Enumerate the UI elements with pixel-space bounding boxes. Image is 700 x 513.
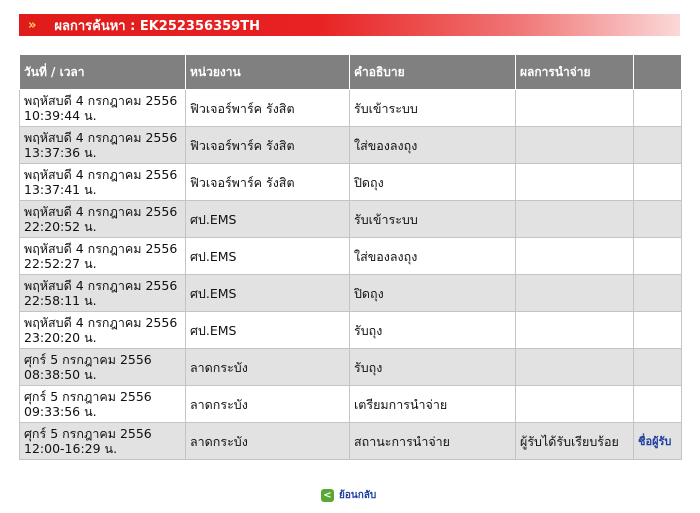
col-header-action xyxy=(634,55,682,90)
cell-office: ศป.EMS xyxy=(186,275,350,312)
cell-office: ศป.EMS xyxy=(186,312,350,349)
cell-date: พฤหัสบดี 4 กรกฎาคม 2556 xyxy=(24,93,178,108)
cell-date: พฤหัสบดี 4 กรกฎาคม 2556 xyxy=(24,241,178,256)
col-header-datetime: วันที่ / เวลา xyxy=(20,55,186,90)
cell-datetime xyxy=(20,275,186,312)
cell-result xyxy=(516,90,634,127)
col-header-delivery-result: ผลการนำจ่าย xyxy=(516,55,634,90)
cell-time: 10:39:44 น. xyxy=(24,108,97,123)
cell-datetime xyxy=(20,423,186,460)
cell-time: 22:52:27 น. xyxy=(24,256,97,271)
cell-office: ฟิวเจอร์พาร์ค รังสิต xyxy=(186,127,350,164)
cell-result xyxy=(516,275,634,312)
cell-date: ศุกร์ 5 กรกฎาคม 2556 xyxy=(24,426,152,441)
cell-date: ศุกร์ 5 กรกฎาคม 2556 xyxy=(24,352,152,367)
cell-office: ฟิวเจอร์พาร์ค รังสิต xyxy=(186,90,350,127)
cell-date: พฤหัสบดี 4 กรกฎาคม 2556 xyxy=(24,167,178,182)
table-row xyxy=(20,164,682,201)
cell-result xyxy=(516,201,634,238)
col-header-office: หน่วยงาน xyxy=(186,55,350,90)
cell-description: เตรียมการนำจ่าย xyxy=(350,386,516,423)
cell-time: 08:38:50 น. xyxy=(24,367,97,382)
cell-date: พฤหัสบดี 4 กรกฎาคม 2556 xyxy=(24,278,178,293)
cell-description: รับเข้าระบบ xyxy=(350,90,516,127)
cell-action xyxy=(634,201,682,238)
cell-office: ฟิวเจอร์พาร์ค รังสิต xyxy=(186,164,350,201)
cell-description: รับถุง xyxy=(350,349,516,386)
cell-date: พฤหัสบดี 4 กรกฎาคม 2556 xyxy=(24,315,178,330)
back-arrow-icon: < xyxy=(321,489,334,502)
cell-action xyxy=(634,312,682,349)
cell-time: 22:58:11 น. xyxy=(24,293,97,308)
cell-datetime xyxy=(20,90,186,127)
table-row xyxy=(20,275,682,312)
cell-description: ใส่ของลงถุง xyxy=(350,238,516,275)
cell-datetime xyxy=(20,312,186,349)
cell-action xyxy=(634,386,682,423)
cell-action xyxy=(634,238,682,275)
table-row xyxy=(20,90,682,127)
table-row xyxy=(20,201,682,238)
tracking-table xyxy=(19,54,682,460)
cell-datetime xyxy=(20,164,186,201)
table-row xyxy=(20,127,682,164)
cell-action xyxy=(634,164,682,201)
recipient-name-link[interactable]: ชื่อผู้รับ xyxy=(638,435,672,448)
cell-datetime xyxy=(20,127,186,164)
cell-time: 13:37:41 น. xyxy=(24,182,97,197)
col-header-description: คำอธิบาย xyxy=(350,55,516,90)
cell-result: ผู้รับได้รับเรียบร้อย xyxy=(516,423,634,460)
cell-action xyxy=(634,423,682,460)
cell-result xyxy=(516,386,634,423)
cell-description: ใส่ของลงถุง xyxy=(350,127,516,164)
cell-description: รับเข้าระบบ xyxy=(350,201,516,238)
cell-time: 23:20:20 น. xyxy=(24,330,97,345)
cell-description: ปิดถุง xyxy=(350,164,516,201)
cell-result xyxy=(516,312,634,349)
cell-datetime xyxy=(20,238,186,275)
cell-description: ปิดถุง xyxy=(350,275,516,312)
cell-action xyxy=(634,127,682,164)
cell-description: รับถุง xyxy=(350,312,516,349)
cell-office: ลาดกระบัง xyxy=(186,349,350,386)
cell-time: 09:33:56 น. xyxy=(24,404,97,419)
table-row xyxy=(20,386,682,423)
back-link[interactable] xyxy=(321,488,376,503)
table-header-row xyxy=(20,55,682,90)
cell-action xyxy=(634,90,682,127)
cell-datetime xyxy=(20,201,186,238)
cell-office: ศป.EMS xyxy=(186,201,350,238)
cell-time: 22:20:52 น. xyxy=(24,219,97,234)
cell-result xyxy=(516,164,634,201)
table-row xyxy=(20,238,682,275)
cell-date: พฤหัสบดี 4 กรกฎาคม 2556 xyxy=(24,130,178,145)
cell-time: 13:37:36 น. xyxy=(24,145,97,160)
cell-datetime xyxy=(20,386,186,423)
cell-datetime xyxy=(20,349,186,386)
table-row xyxy=(20,312,682,349)
result-title: ผลการค้นหา : EK252356359TH xyxy=(54,18,260,34)
result-header-bar xyxy=(19,14,680,36)
cell-time: 12:00-16:29 น. xyxy=(24,441,118,456)
table-row xyxy=(20,423,682,460)
cell-result xyxy=(516,238,634,275)
back-label: ย้อนกลับ xyxy=(339,490,377,501)
cell-date: ศุกร์ 5 กรกฎาคม 2556 xyxy=(24,389,152,404)
cell-date: พฤหัสบดี 4 กรกฎาคม 2556 xyxy=(24,204,178,219)
cell-result xyxy=(516,349,634,386)
cell-result xyxy=(516,127,634,164)
cell-office: ศป.EMS xyxy=(186,238,350,275)
cell-office: ลาดกระบัง xyxy=(186,423,350,460)
table-row xyxy=(20,349,682,386)
cell-office: ลาดกระบัง xyxy=(186,386,350,423)
double-chevron-icon: » xyxy=(28,17,35,33)
cell-action xyxy=(634,349,682,386)
cell-action xyxy=(634,275,682,312)
cell-description: สถานะการนำจ่าย xyxy=(350,423,516,460)
